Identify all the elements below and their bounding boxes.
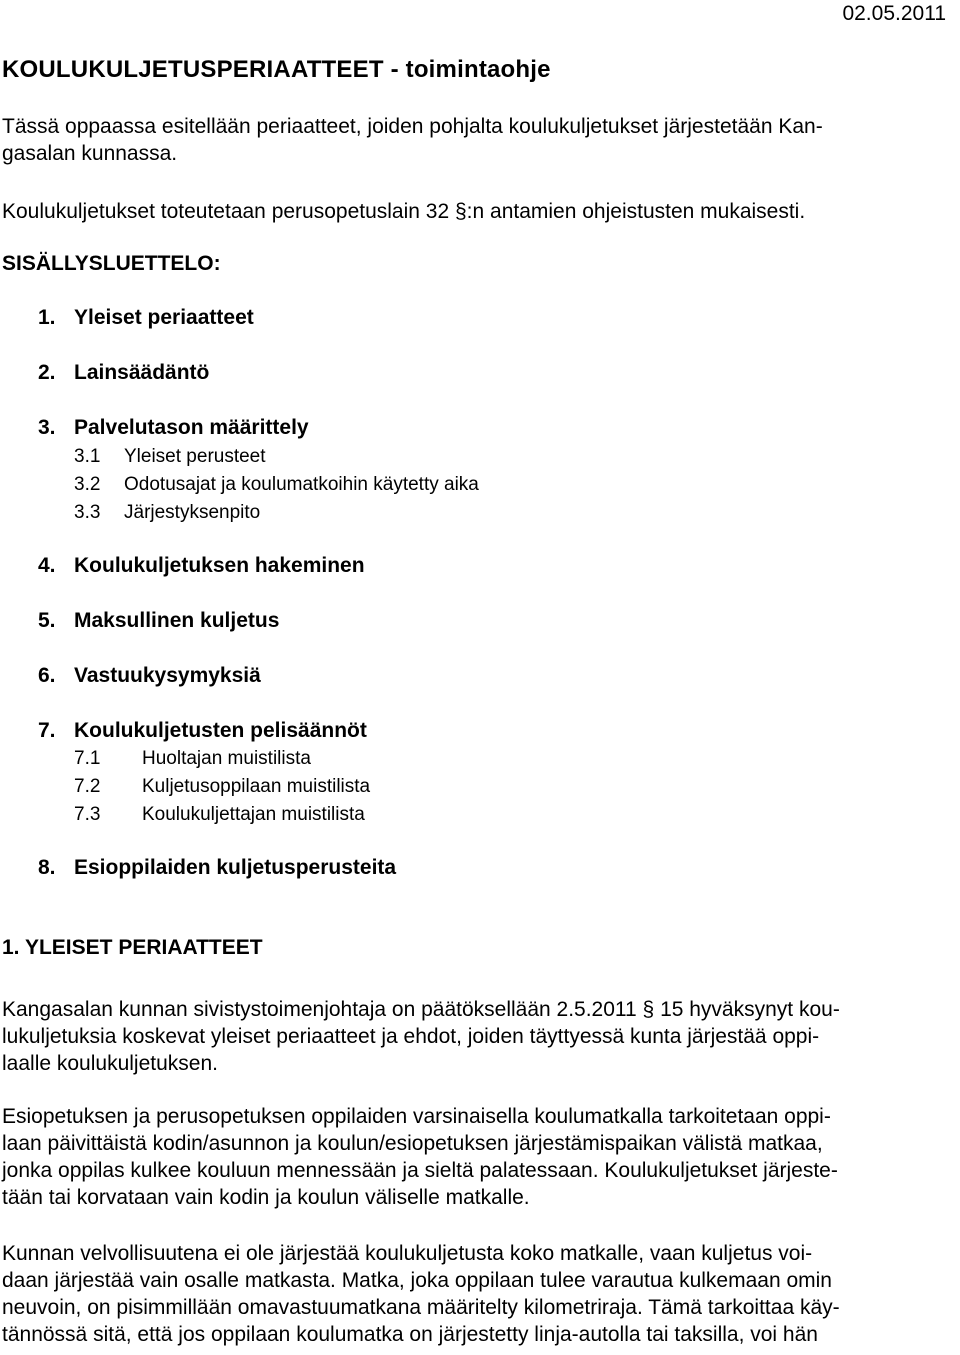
- document-title: KOULUKULJETUSPERIAATTEET - toimintaohje: [2, 56, 551, 83]
- toc-item-1[interactable]: [38, 306, 254, 330]
- toc-item-number: 7.: [38, 719, 56, 742]
- section-paragraph: [2, 1240, 840, 1348]
- law-paragraph: Koulukuljetukset toteutetaan perusopetuslain 32 §:n antamien ohjeistusten mukaisesti.: [2, 200, 806, 223]
- toc-item-number: 6.: [38, 664, 56, 687]
- toc-item-number: 4.: [38, 554, 56, 577]
- toc-item-number: 3.2: [74, 474, 101, 495]
- paragraph-line: laan päivittäistä kodin/asunnon ja koulun/esiopetuksen järjestämispaikan välistä matkaa,: [2, 1132, 823, 1155]
- toc-item-number: 7.2: [74, 776, 101, 797]
- paragraph-line: Kunnan velvollisuutena ei ole järjestää koulukuljetusta koko matkalle, vaan kuljetus voi-: [2, 1242, 813, 1265]
- paragraph-line: laalle koulukuljetuksen.: [2, 1052, 218, 1075]
- toc-item-number: 1.: [38, 306, 56, 329]
- toc-item-label: Kuljetusoppilaan muistilista: [142, 776, 371, 797]
- toc-item-8[interactable]: [38, 856, 396, 880]
- toc-item-3-2[interactable]: [74, 474, 479, 496]
- toc-item-label: Maksullinen kuljetus: [74, 609, 280, 632]
- toc-item-3[interactable]: [38, 416, 309, 440]
- toc-item-label: Koulukuljetusten pelisäännöt: [74, 719, 367, 742]
- paragraph-line: daan järjestää vain osalle matkasta. Matka, joka oppilaan tulee varautua kulkemaan omin: [2, 1269, 832, 1292]
- paragraph-line: jonka oppilas kulkee kouluun mennessään ja sieltä palatessaan. Koulukuljetukset järjeste-: [2, 1159, 838, 1182]
- toc-item-4[interactable]: [38, 554, 365, 578]
- toc-item-3-3[interactable]: [74, 502, 260, 524]
- toc-item-number: 2.: [38, 361, 56, 384]
- toc-item-3-1[interactable]: [74, 446, 266, 468]
- toc-item-5[interactable]: [38, 609, 279, 633]
- document-date: 02.05.2011: [842, 2, 946, 25]
- paragraph-line: lukuljetuksia koskevat yleiset periaatteet ja ehdot, joiden täyttyessä kunta järjestää oppi-: [2, 1025, 820, 1048]
- toc-item-label: Yleiset periaatteet: [74, 306, 254, 329]
- section-paragraph: [2, 1103, 838, 1211]
- paragraph-line: Kangasalan kunnan sivistystoimenjohtaja on päätöksellään 2.5.2011 § 15 hyväksynyt kou-: [2, 998, 840, 1021]
- intro-line: gasalan kunnassa.: [2, 142, 178, 165]
- toc-item-7-3[interactable]: [74, 804, 365, 826]
- toc-item-number: 3.1: [74, 446, 101, 467]
- toc-item-number: 7.1: [74, 748, 101, 769]
- toc-item-label: Koulukuljettajan muistilista: [142, 804, 365, 825]
- toc-item-7-2[interactable]: [74, 776, 370, 798]
- section-heading: 1. YLEISET PERIAATTEET: [2, 936, 263, 959]
- toc-item-label: Koulukuljetuksen hakeminen: [74, 554, 365, 577]
- paragraph-line: neuvoin, on pisimmillään omavastuumatkana määritelty kilometriraja. Tämä tarkoittaa käy-: [2, 1296, 840, 1319]
- intro-line: Tässä oppaassa esitellään periaatteet, joiden pohjalta koulukuljetukset järjestetään Kan-: [2, 115, 823, 138]
- toc-item-7-1[interactable]: [74, 748, 311, 770]
- toc-item-label: Huoltajan muistilista: [142, 748, 311, 769]
- toc-item-7[interactable]: [38, 719, 367, 743]
- intro-paragraph: [2, 113, 823, 167]
- toc-item-label: Lainsäädäntö: [74, 361, 210, 384]
- toc-item-number: 7.3: [74, 804, 101, 825]
- paragraph-line: tään tai korvataan vain kodin ja koulun väliselle matkalle.: [2, 1186, 530, 1209]
- toc-heading: SISÄLLYSLUETTELO:: [2, 252, 221, 275]
- toc-item-number: 5.: [38, 609, 56, 632]
- toc-item-number: 3.3: [74, 502, 101, 523]
- toc-item-label: Odotusajat ja koulumatkoihin käytetty aika: [124, 474, 479, 495]
- paragraph-line: Esiopetuksen ja perusopetuksen oppilaiden varsinaisella koulumatkalla tarkoitetaan oppi-: [2, 1105, 831, 1128]
- toc-item-2[interactable]: [38, 361, 209, 385]
- toc-item-label: Palvelutason määrittely: [74, 416, 309, 439]
- toc-item-label: Järjestyksenpito: [124, 502, 261, 523]
- toc-item-label: Vastuukysymyksiä: [74, 664, 261, 687]
- paragraph-line: tännössä sitä, että jos oppilaan koulumatka on järjestetty linja-autolla tai taksilla, voi hän: [2, 1323, 818, 1346]
- toc-item-label: Esioppilaiden kuljetusperusteita: [74, 856, 397, 879]
- toc-item-number: 8.: [38, 856, 56, 879]
- toc-item-number: 3.: [38, 416, 56, 439]
- toc-item-6[interactable]: [38, 664, 261, 688]
- toc-item-label: Yleiset perusteet: [124, 446, 266, 467]
- section-paragraph: [2, 996, 840, 1077]
